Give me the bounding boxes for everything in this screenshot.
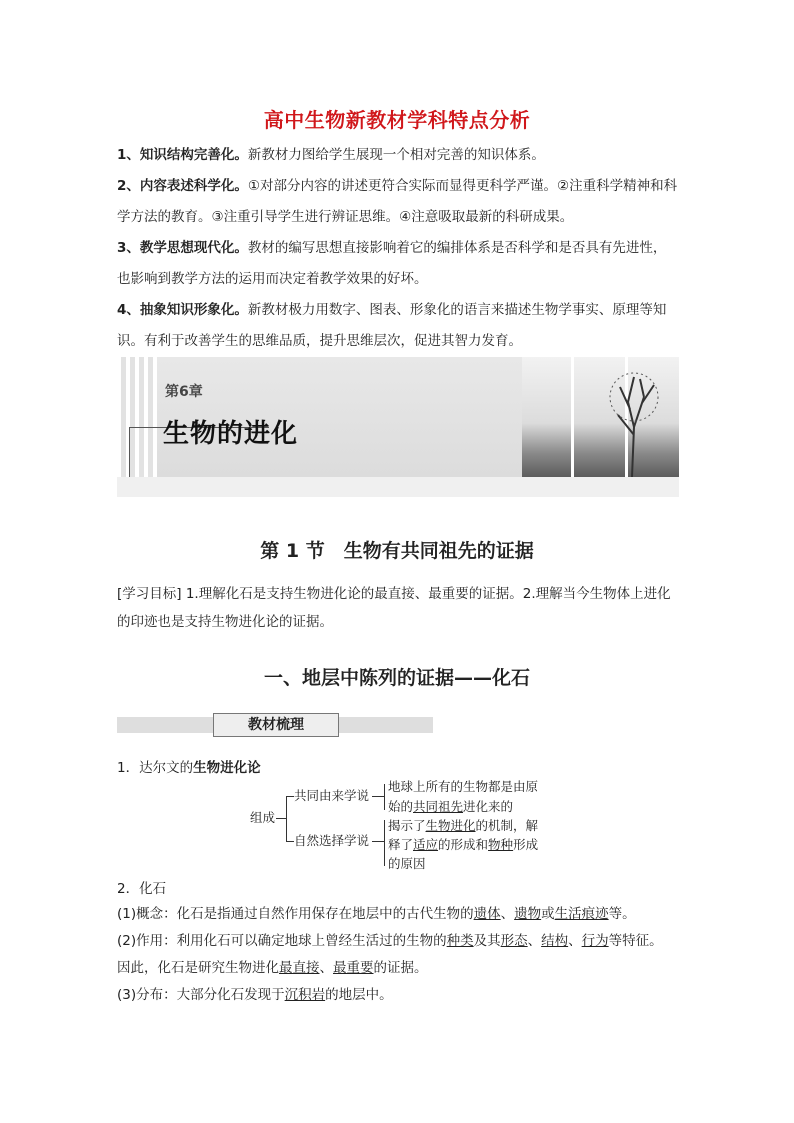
- point-3: [117, 233, 679, 295]
- diagram-arrow-1: [372, 796, 384, 797]
- fossil-use-2: 因此，化石是研究生物进化最直接、最重要的证据。: [117, 960, 428, 976]
- diagram-brace-2: [384, 784, 385, 810]
- diagram-brace: [286, 796, 287, 842]
- subsection-title: 一、地层中陈列的证据——化石: [263, 667, 530, 689]
- item-1-heading: 1．达尔文的生物进化论: [117, 760, 261, 776]
- banner-footer: [117, 477, 679, 497]
- learning-goal: [117, 580, 679, 636]
- diagram-desc-2a: 揭示了生物进化的机制，解: [388, 818, 539, 833]
- item-1-bold: 生物进化论: [193, 760, 261, 776]
- fossil-distribution: (3)分布：大部分化石发现于沉积岩的地层中。: [117, 987, 393, 1003]
- chapter-title: 生物的进化: [163, 419, 299, 449]
- diagram-brace-top: [286, 796, 294, 797]
- diagram-desc-2b: 释了适应的形成和物种形成: [388, 837, 539, 852]
- point-2-head: 2、内容表述科学化。: [117, 178, 248, 194]
- point-4-head: 4、抽象知识形象化。: [117, 302, 248, 318]
- tree-icon: [522, 357, 679, 477]
- tree-landscape-image: [522, 357, 679, 477]
- chapter-number: 第6章: [165, 384, 203, 400]
- diagram-desc-1a: 地球上所有的生物都是由原: [388, 779, 539, 794]
- point-4: [117, 295, 679, 357]
- point-2-text: ①对部分内容的讲述更符合实际而显得更科学严谨。②注重科学精神和科学方法的教育。③注重引导学生进行辨证思维。④注意吸取最新的科研成果。: [117, 178, 678, 225]
- diagram-branch-common-origin: 共同由来学说: [294, 788, 370, 803]
- item-2-heading: 2．化石: [117, 881, 167, 897]
- point-2: [117, 171, 679, 233]
- diagram-desc-1b: 始的共同祖先进化来的: [388, 799, 514, 814]
- diagram-brace-3: [384, 820, 385, 866]
- fossil-concept: (1)概念：化石是指通过自然作用保存在地层中的古代生物的遗体、遗物或生活痕迹等。: [117, 906, 636, 922]
- diagram-desc-2c: 的原因: [388, 856, 426, 871]
- point-1-text: 新教材力图给学生展现一个相对完善的知识体系。: [247, 147, 545, 163]
- section-title: 第 1 节 生物有共同祖先的证据: [260, 540, 534, 562]
- learning-goal-label: [学习目标]: [117, 586, 182, 602]
- diagram-connector: [276, 818, 286, 819]
- point-1: [117, 140, 679, 171]
- diagram-brace-bottom: [286, 841, 294, 842]
- point-3-text: 教材的编写思想直接影响着它的编排体系是否科学和是否具有先进性，也影响到教学方法的运用而决定着教学效果的好坏。: [117, 240, 667, 287]
- diagram-branch-natural-selection: 自然选择学说: [294, 833, 370, 848]
- point-4-text: 新教材极力用数字、图表、形象化的语言来描述生物学事实、原理等知识。有利于改善学生的思维品质，提升思维层次，促进其智力发育。: [117, 302, 667, 349]
- diagram-arrow-2: [372, 841, 384, 842]
- fossil-use: (2)作用：利用化石可以确定地球上曾经生活过的生物的种类及其形态、结构、行为等特征。: [117, 933, 663, 949]
- chapter-banner: [117, 357, 679, 497]
- point-3-head: 3、教学思想现代化。: [117, 240, 248, 256]
- learning-goal-text: 1.理解化石是支持生物进化论的最直接、最重要的证据。2.理解当今生物体上进化的印迹也是支持生物进化论的证据。: [117, 586, 671, 630]
- textbook-label: 教材梳理: [213, 713, 339, 737]
- document-title: 高中生物新教材学科特点分析: [263, 108, 531, 132]
- diagram-root: 组成: [250, 810, 276, 825]
- point-1-head: 1、知识结构完善化。: [117, 147, 248, 163]
